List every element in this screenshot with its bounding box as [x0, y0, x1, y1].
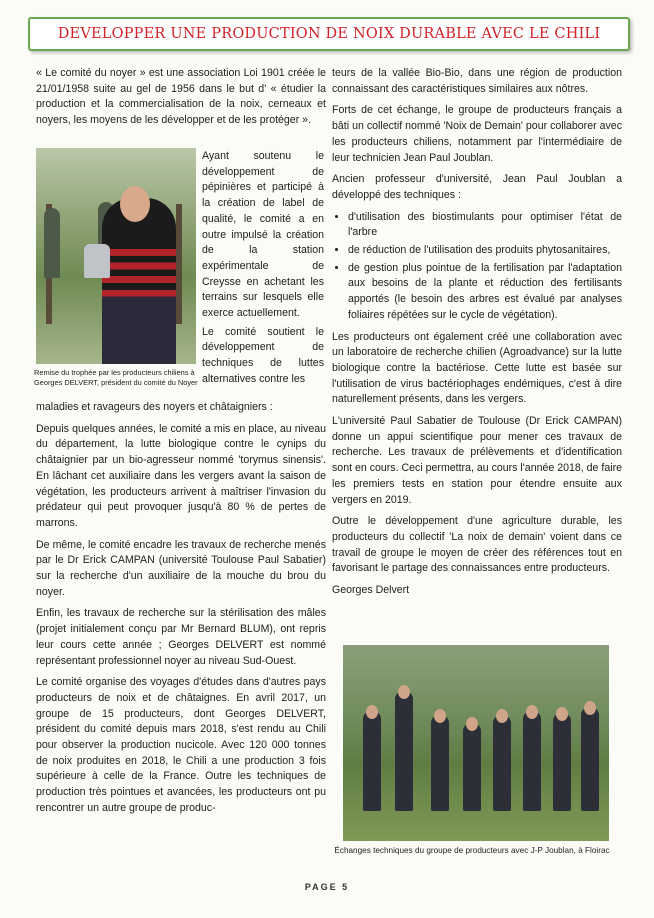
list-item: • de gestion plus pointue de la fertilisation par l'adaptation aux besoins de la plante et réduction des fertilisants apportés (le besoin des arbres est évalué par analyses foliaires répétées sur le cycle de végétation).	[348, 261, 622, 324]
left-column-intro	[36, 66, 326, 135]
group-photo-caption: Échanges techniques du groupe de producteurs avec J-P Joublan, à Floirac	[334, 846, 610, 855]
right-paragraph-4: L'université Paul Sabatier de Toulouse (Dr Erick CAMPAN) donne un appui scientifique pour mener ces travaux de recherche. Les travaux de prélèvements et d'identification sont en cours. Ceci permettra, au cours l'année 2018, de faire les premiers tests en station pour étendre ensuite aux vergers en 2019.	[332, 415, 622, 506]
article-title-box	[28, 17, 630, 51]
right-paragraph-2: Ancien professeur d'université, Jean Paul Joublan a développé des techniques :	[332, 173, 622, 201]
intro-paragraph: « Le comité du noyer » est une association Loi 1901 créée le 21/01/1958 suite au gel de 1956 dans le but d' « étudier la production et la commercialisation de la noix, cerneaux et noyers, les moyens de les développer et de les protéger ».	[36, 67, 326, 127]
signature: Georges Delvert	[332, 584, 410, 597]
trophy-photo-caption: Remise du trophée par les producteurs chiliens à Georges DELVERT, président du comité du Noyer	[34, 368, 198, 387]
techniques-list	[332, 210, 622, 324]
list-item: • de réduction de l'utilisation des produits phytosanitaires,	[348, 243, 622, 259]
right-column	[332, 66, 622, 605]
page-number: PAGE 5	[304, 882, 350, 892]
group-photo	[343, 645, 609, 841]
left-paragraph-3: Enfin, les travaux de recherche sur la stérilisation des mâles (projet initialement conçu par Mr Bernard BLUM), ont repris leur cours cette année ; Georges DELVERT est nommé représentant professionnel noyer au niveau Sud-Ouest.	[36, 607, 326, 667]
list-item: • d'utilisation des biostimulants pour optimiser l'état de l'arbre	[348, 210, 622, 241]
left-column-body	[36, 400, 326, 823]
left-paragraph-1: Depuis quelques années, le comité a mis en place, au niveau du département, la lutte biologique contre le cynips du châtaignier par un bio-agresseur nommé 'torymus sinensis'. En lâchant cet auxiliaire dans les vergers avant la saison de végétation, les producteurs arrivent à maîtriser l'invasion du prédateur qui peut provoquer jusqu'à 80 % de pertes de marrons.	[36, 422, 326, 529]
left-paragraph-4: Le comité organise des voyages d'études dans d'autres pays producteurs de noix et de châtaignes. En avril 2017, un groupe de 15 producteurs, dont Georges DELVERT, président du comité depuis mars 2018, s'est rendu au Chili pour observer la production nucicole. Avec 120 000 tonnes de noix produites en 2018, le Chili a une production 3 fois supérieure à celle de la France. Outre les techniques de production très pointues et avancées, les producteurs ont pu rencontrer un autre groupe de produc-	[36, 676, 326, 814]
wrap-paragraph-2: Le comité soutient le développement de techniques de luttes alternatives contre les	[202, 325, 324, 385]
trophy-photo	[36, 148, 196, 364]
right-paragraph-0: teurs de la vallée Bio-Bio, dans une région de production connaissant des caractéristiques similaires aux nôtres.	[332, 67, 622, 95]
continuation-line: maladies et ravageurs des noyers et châtaigniers :	[36, 401, 273, 413]
article-title: DEVELOPPER UNE PRODUCTION DE NOIX DURABLE AVEC LE CHILI	[57, 26, 601, 42]
right-paragraph-5: Outre le développement d'une agriculture durable, les producteurs du collectif 'La noix de demain' voient dans ce travail de groupe le moyen de créer des références tout en favorisant le partage des connaissances entre producteurs.	[332, 515, 622, 575]
right-paragraph-3: Les producteurs ont également créé une collaboration avec un laboratoire de recherche chilien (Agroadvance) sur la lutte biologique contre la bactériose. Cette lutte est basée sur l'utilisation de virus bactériophages endémiques, c'est à dire naturellement présents, dans les vergers.	[332, 330, 622, 406]
right-paragraph-1: Forts de cet échange, le groupe de producteurs français a bâti un collectif nommé 'Noix de Demain' pour collaborer avec les producteurs chiliens, notamment par l'intermédiaire de leur technicien Jean Paul Joublan.	[332, 104, 622, 164]
left-paragraph-2: De même, le comité encadre les travaux de recherche menés par le Dr Erick CAMPAN (université Toulouse Paul Sabatier) sur la recherche d'un auxiliaire de la mouche du brou du noyer.	[36, 538, 326, 598]
wrap-text	[202, 149, 324, 391]
wrap-paragraph-1: Ayant soutenu le développement de pépinières et participé à la création de label de qualité, le comité a en outre impulsé la création de la station expérimentale de Creysse en achetant les terrains sur lesquels elle exerce actuellement.	[202, 150, 324, 320]
